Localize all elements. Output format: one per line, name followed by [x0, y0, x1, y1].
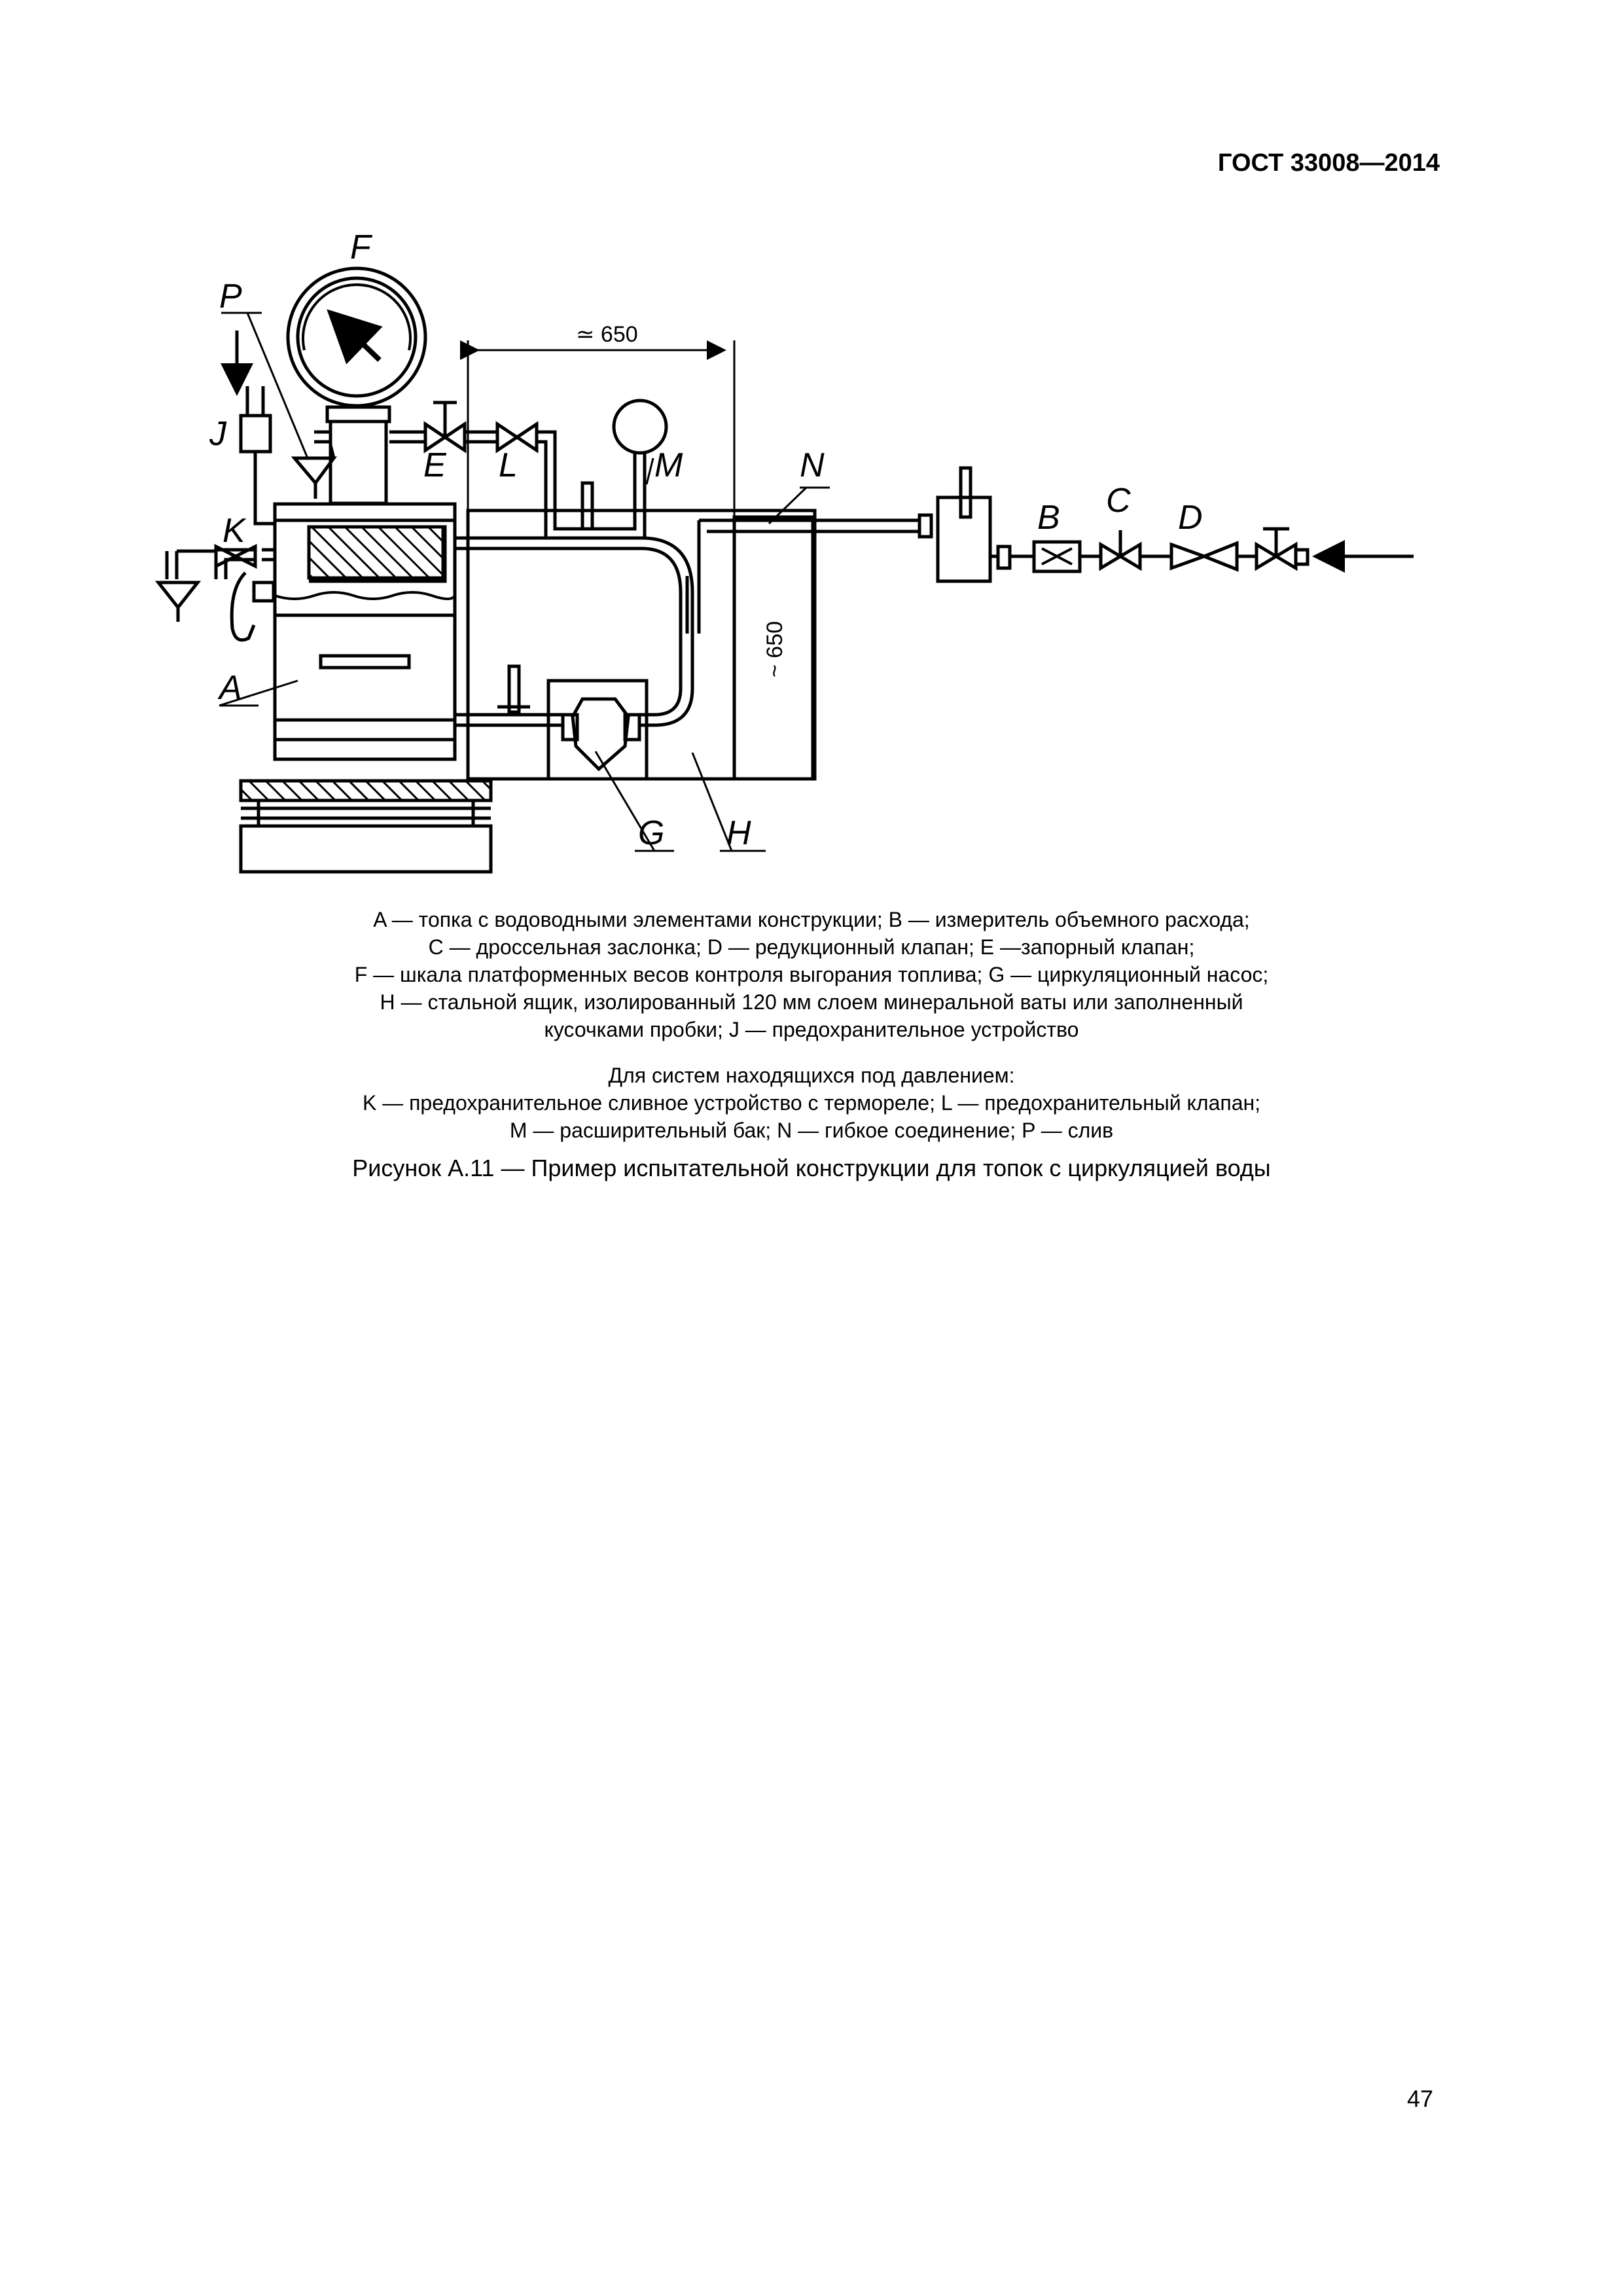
legend-line-2: C — дроссельная заслонка; D — редукционный клапан; E —запорный клапан; — [428, 935, 1195, 959]
furnace-a — [275, 504, 455, 759]
label-d: D — [1178, 499, 1203, 537]
dimension-vertical: ~ 650 — [762, 620, 787, 677]
pressure-legend — [196, 1062, 1427, 1144]
label-k: K — [223, 512, 245, 550]
page-number: 47 — [1406, 2085, 1433, 2112]
legend-line-7: M — расширительный бак; N — гибкое соединение; P — слив — [509, 1119, 1114, 1142]
expansion-tank-m — [614, 401, 666, 453]
legend-line-6: K — предохранительное сливное устройство с термореле; L — предохранительный клапан; — [362, 1091, 1261, 1115]
pump-g — [563, 699, 639, 769]
supply-line — [919, 468, 1414, 581]
label-n: N — [800, 446, 825, 484]
legend-line-5: кусочками пробки; J — предохранительное устройство — [544, 1018, 1079, 1041]
label-l: L — [499, 446, 518, 484]
safety-device-j — [237, 331, 275, 524]
legend-line-4: H — стальной ящик, изолированный 120 мм слоем минеральной ваты или заполненный — [380, 990, 1243, 1014]
safety-drain-k — [158, 547, 274, 640]
label-a: A — [219, 669, 242, 707]
dimension-lines — [468, 340, 734, 517]
label-f: F — [350, 228, 371, 266]
label-c: C — [1106, 482, 1131, 520]
test-rig-diagram — [0, 0, 1623, 916]
label-b: B — [1037, 499, 1060, 537]
legend-line-3: F — шкала платформенных весов контроля выгорания топлива; G — циркуляционный насос; — [354, 963, 1269, 986]
valve-e — [425, 403, 465, 450]
label-m: M — [654, 446, 683, 484]
dimension-horizontal: ≃ 650 — [576, 322, 638, 347]
document-id-header: ГОСТ 33008—2014 — [1217, 149, 1440, 177]
label-j: J — [209, 415, 226, 453]
pressure-heading: Для систем находящихся под давлением: — [608, 1064, 1015, 1087]
label-e: E — [423, 446, 446, 484]
figure-legend — [196, 906, 1427, 1043]
base-platform — [241, 781, 491, 872]
thermometer-pockets — [497, 483, 603, 712]
label-g: G — [638, 814, 665, 852]
label-h: H — [726, 814, 751, 852]
figure-caption: Рисунок А.11 — Пример испытательной конструкции для топок с циркуляцией воды — [352, 1155, 1271, 1181]
drain-funnel-p — [294, 445, 334, 499]
label-p: P — [219, 278, 242, 315]
scale-gauge-f — [288, 268, 425, 503]
legend-line-1: A — топка с водоводными элементами конструкции; B — измеритель объемного расхода; — [373, 908, 1250, 931]
